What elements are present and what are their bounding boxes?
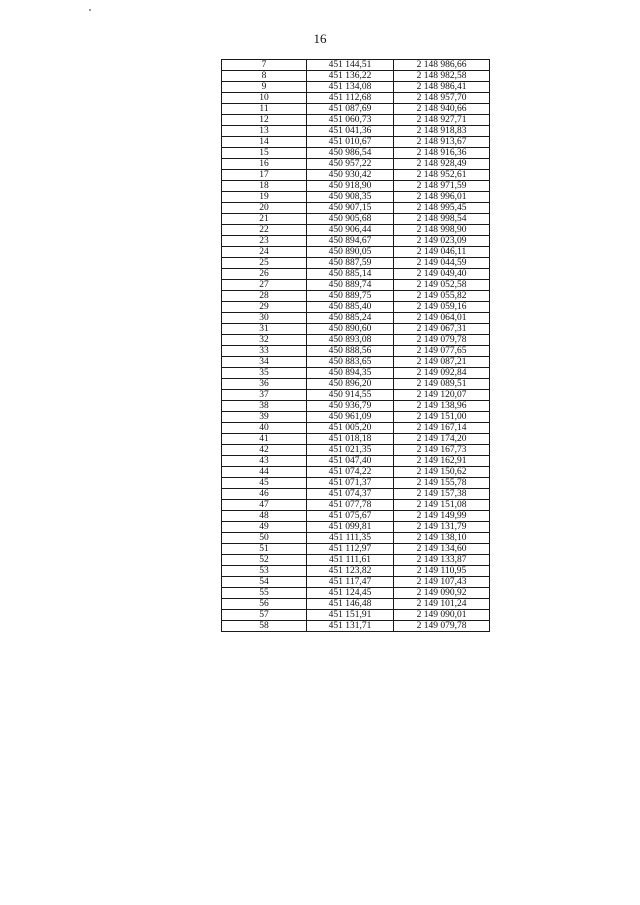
y-coordinate-cell: 2 149 133,87 — [394, 555, 490, 566]
point-number-cell: 58 — [222, 621, 307, 632]
x-coordinate-cell: 451 124,45 — [307, 588, 394, 599]
y-coordinate-cell: 2 149 092,84 — [394, 368, 490, 379]
x-coordinate-cell: 450 907,15 — [307, 203, 394, 214]
table-row — [222, 214, 490, 225]
y-coordinate-cell: 2 149 138,96 — [394, 401, 490, 412]
table-row — [222, 126, 490, 137]
table-row — [222, 82, 490, 93]
x-coordinate-cell: 451 075,67 — [307, 511, 394, 522]
x-coordinate-cell: 451 111,35 — [307, 533, 394, 544]
point-number-cell: 57 — [222, 610, 307, 621]
table-row — [222, 225, 490, 236]
page-number: 16 — [313, 31, 327, 46]
y-coordinate-cell: 2 149 049,40 — [394, 269, 490, 280]
x-coordinate-cell: 451 077,78 — [307, 500, 394, 511]
table-row — [222, 379, 490, 390]
y-coordinate-cell: 2 148 927,71 — [394, 115, 490, 126]
table-row — [222, 280, 490, 291]
table-row — [222, 71, 490, 82]
x-coordinate-cell: 450 894,35 — [307, 368, 394, 379]
y-coordinate-cell: 2 149 090,92 — [394, 588, 490, 599]
point-number-cell: 43 — [222, 456, 307, 467]
point-number-cell: 9 — [222, 82, 307, 93]
y-coordinate-cell: 2 149 157,38 — [394, 489, 490, 500]
x-coordinate-cell: 450 896,20 — [307, 379, 394, 390]
table-row — [222, 236, 490, 247]
point-number-cell: 55 — [222, 588, 307, 599]
point-number-cell: 12 — [222, 115, 307, 126]
point-number-cell: 24 — [222, 247, 307, 258]
table-row — [222, 489, 490, 500]
y-coordinate-cell: 2 148 928,49 — [394, 159, 490, 170]
x-coordinate-cell: 450 894,67 — [307, 236, 394, 247]
coordinates-table — [221, 59, 490, 632]
point-number-cell: 34 — [222, 357, 307, 368]
x-coordinate-cell: 450 906,44 — [307, 225, 394, 236]
point-number-cell: 31 — [222, 324, 307, 335]
x-coordinate-cell: 451 112,97 — [307, 544, 394, 555]
table-row — [222, 302, 490, 313]
x-coordinate-cell: 451 060,73 — [307, 115, 394, 126]
y-coordinate-cell: 2 149 079,78 — [394, 621, 490, 632]
table-row — [222, 60, 490, 71]
y-coordinate-cell: 2 149 167,73 — [394, 445, 490, 456]
x-coordinate-cell: 450 889,74 — [307, 280, 394, 291]
point-number-cell: 39 — [222, 412, 307, 423]
table-row — [222, 577, 490, 588]
table-row — [222, 269, 490, 280]
table-row — [222, 555, 490, 566]
point-number-cell: 37 — [222, 390, 307, 401]
x-coordinate-cell: 451 151,91 — [307, 610, 394, 621]
x-coordinate-cell: 451 071,37 — [307, 478, 394, 489]
point-number-cell: 41 — [222, 434, 307, 445]
y-coordinate-cell: 2 149 151,00 — [394, 412, 490, 423]
point-number-cell: 25 — [222, 258, 307, 269]
point-number-cell: 13 — [222, 126, 307, 137]
point-number-cell: 11 — [222, 104, 307, 115]
y-coordinate-cell: 2 148 940,66 — [394, 104, 490, 115]
y-coordinate-cell: 2 149 052,58 — [394, 280, 490, 291]
table-row — [222, 258, 490, 269]
y-coordinate-cell: 2 149 089,51 — [394, 379, 490, 390]
x-coordinate-cell: 451 112,68 — [307, 93, 394, 104]
table-row — [222, 291, 490, 302]
y-coordinate-cell: 2 149 101,24 — [394, 599, 490, 610]
y-coordinate-cell: 2 149 107,43 — [394, 577, 490, 588]
y-coordinate-cell: 2 148 982,58 — [394, 71, 490, 82]
y-coordinate-cell: 2 149 162,91 — [394, 456, 490, 467]
point-number-cell: 8 — [222, 71, 307, 82]
point-number-cell: 38 — [222, 401, 307, 412]
y-coordinate-cell: 2 148 952,61 — [394, 170, 490, 181]
y-coordinate-cell: 2 149 064,01 — [394, 313, 490, 324]
table-row — [222, 203, 490, 214]
point-number-cell: 19 — [222, 192, 307, 203]
y-coordinate-cell: 2 149 149,99 — [394, 511, 490, 522]
y-coordinate-cell: 2 149 023,09 — [394, 236, 490, 247]
y-coordinate-cell: 2 149 138,10 — [394, 533, 490, 544]
table-row — [222, 247, 490, 258]
x-coordinate-cell: 450 885,14 — [307, 269, 394, 280]
x-coordinate-cell: 451 005,20 — [307, 423, 394, 434]
x-coordinate-cell: 451 047,40 — [307, 456, 394, 467]
y-coordinate-cell: 2 149 087,21 — [394, 357, 490, 368]
y-coordinate-cell: 2 148 996,01 — [394, 192, 490, 203]
x-coordinate-cell: 451 018,18 — [307, 434, 394, 445]
table-row — [222, 456, 490, 467]
y-coordinate-cell: 2 148 986,66 — [394, 60, 490, 71]
coordinates-table-body — [222, 60, 490, 632]
table-row — [222, 522, 490, 533]
table-row — [222, 544, 490, 555]
y-coordinate-cell: 2 148 998,54 — [394, 214, 490, 225]
y-coordinate-cell: 2 148 998,90 — [394, 225, 490, 236]
y-coordinate-cell: 2 149 077,65 — [394, 346, 490, 357]
y-coordinate-cell: 2 149 110,95 — [394, 566, 490, 577]
x-coordinate-cell: 450 883,65 — [307, 357, 394, 368]
point-number-cell: 7 — [222, 60, 307, 71]
table-row — [222, 181, 490, 192]
point-number-cell: 20 — [222, 203, 307, 214]
x-coordinate-cell: 450 885,40 — [307, 302, 394, 313]
point-number-cell: 48 — [222, 511, 307, 522]
y-coordinate-cell: 2 149 044,59 — [394, 258, 490, 269]
table-row — [222, 511, 490, 522]
table-row — [222, 104, 490, 115]
table-row — [222, 588, 490, 599]
y-coordinate-cell: 2 149 131,79 — [394, 522, 490, 533]
y-coordinate-cell: 2 149 067,31 — [394, 324, 490, 335]
y-coordinate-cell: 2 148 957,70 — [394, 93, 490, 104]
point-number-cell: 28 — [222, 291, 307, 302]
table-row — [222, 412, 490, 423]
table-row — [222, 390, 490, 401]
point-number-cell: 47 — [222, 500, 307, 511]
y-coordinate-cell: 2 149 120,07 — [394, 390, 490, 401]
x-coordinate-cell: 451 074,22 — [307, 467, 394, 478]
x-coordinate-cell: 450 905,68 — [307, 214, 394, 225]
y-coordinate-cell: 2 149 150,62 — [394, 467, 490, 478]
point-number-cell: 32 — [222, 335, 307, 346]
y-coordinate-cell: 2 148 913,67 — [394, 137, 490, 148]
y-coordinate-cell: 2 148 916,36 — [394, 148, 490, 159]
x-coordinate-cell: 450 887,59 — [307, 258, 394, 269]
point-number-cell: 18 — [222, 181, 307, 192]
point-number-cell: 44 — [222, 467, 307, 478]
y-coordinate-cell: 2 148 971,59 — [394, 181, 490, 192]
point-number-cell: 26 — [222, 269, 307, 280]
point-number-cell: 33 — [222, 346, 307, 357]
x-coordinate-cell: 451 136,22 — [307, 71, 394, 82]
x-coordinate-cell: 451 134,08 — [307, 82, 394, 93]
scan-speck — [89, 9, 91, 11]
table-row — [222, 500, 490, 511]
table-row — [222, 478, 490, 489]
point-number-cell: 30 — [222, 313, 307, 324]
point-number-cell: 56 — [222, 599, 307, 610]
x-coordinate-cell: 451 021,35 — [307, 445, 394, 456]
x-coordinate-cell: 450 885,24 — [307, 313, 394, 324]
table-row — [222, 137, 490, 148]
x-coordinate-cell: 450 918,90 — [307, 181, 394, 192]
table-row — [222, 357, 490, 368]
x-coordinate-cell: 451 099,81 — [307, 522, 394, 533]
table-row — [222, 313, 490, 324]
point-number-cell: 51 — [222, 544, 307, 555]
x-coordinate-cell: 450 908,35 — [307, 192, 394, 203]
point-number-cell: 21 — [222, 214, 307, 225]
table-row — [222, 368, 490, 379]
point-number-cell: 49 — [222, 522, 307, 533]
table-row — [222, 335, 490, 346]
table-row — [222, 423, 490, 434]
x-coordinate-cell: 451 117,47 — [307, 577, 394, 588]
point-number-cell: 22 — [222, 225, 307, 236]
point-number-cell: 53 — [222, 566, 307, 577]
point-number-cell: 50 — [222, 533, 307, 544]
table-row — [222, 192, 490, 203]
x-coordinate-cell: 451 131,71 — [307, 621, 394, 632]
x-coordinate-cell: 451 111,61 — [307, 555, 394, 566]
y-coordinate-cell: 2 149 151,08 — [394, 500, 490, 511]
y-coordinate-cell: 2 148 995,45 — [394, 203, 490, 214]
x-coordinate-cell: 450 893,08 — [307, 335, 394, 346]
table-row — [222, 599, 490, 610]
x-coordinate-cell: 450 888,56 — [307, 346, 394, 357]
point-number-cell: 17 — [222, 170, 307, 181]
x-coordinate-cell: 451 010,67 — [307, 137, 394, 148]
x-coordinate-cell: 450 930,42 — [307, 170, 394, 181]
table-row — [222, 434, 490, 445]
y-coordinate-cell: 2 149 155,78 — [394, 478, 490, 489]
table-row — [222, 401, 490, 412]
point-number-cell: 29 — [222, 302, 307, 313]
table-row — [222, 170, 490, 181]
point-number-cell: 46 — [222, 489, 307, 500]
point-number-cell: 16 — [222, 159, 307, 170]
x-coordinate-cell: 450 986,54 — [307, 148, 394, 159]
table-row — [222, 324, 490, 335]
y-coordinate-cell: 2 149 055,82 — [394, 291, 490, 302]
point-number-cell: 52 — [222, 555, 307, 566]
x-coordinate-cell: 450 961,09 — [307, 412, 394, 423]
y-coordinate-cell: 2 149 167,14 — [394, 423, 490, 434]
table-row — [222, 533, 490, 544]
point-number-cell: 10 — [222, 93, 307, 104]
x-coordinate-cell: 450 914,55 — [307, 390, 394, 401]
x-coordinate-cell: 451 146,48 — [307, 599, 394, 610]
y-coordinate-cell: 2 149 134,60 — [394, 544, 490, 555]
table-row — [222, 566, 490, 577]
point-number-cell: 14 — [222, 137, 307, 148]
x-coordinate-cell: 450 890,05 — [307, 247, 394, 258]
x-coordinate-cell: 451 074,37 — [307, 489, 394, 500]
x-coordinate-cell: 451 041,36 — [307, 126, 394, 137]
table-row — [222, 610, 490, 621]
table-row — [222, 467, 490, 478]
table-row — [222, 115, 490, 126]
point-number-cell: 54 — [222, 577, 307, 588]
point-number-cell: 27 — [222, 280, 307, 291]
y-coordinate-cell: 2 149 079,78 — [394, 335, 490, 346]
point-number-cell: 35 — [222, 368, 307, 379]
point-number-cell: 42 — [222, 445, 307, 456]
point-number-cell: 15 — [222, 148, 307, 159]
x-coordinate-cell: 450 936,79 — [307, 401, 394, 412]
x-coordinate-cell: 450 957,22 — [307, 159, 394, 170]
point-number-cell: 45 — [222, 478, 307, 489]
y-coordinate-cell: 2 148 918,83 — [394, 126, 490, 137]
x-coordinate-cell: 451 087,69 — [307, 104, 394, 115]
point-number-cell: 36 — [222, 379, 307, 390]
point-number-cell: 23 — [222, 236, 307, 247]
table-row — [222, 445, 490, 456]
y-coordinate-cell: 2 149 090,01 — [394, 610, 490, 621]
y-coordinate-cell: 2 149 046,11 — [394, 247, 490, 258]
table-row — [222, 621, 490, 632]
x-coordinate-cell: 451 144,51 — [307, 60, 394, 71]
table-row — [222, 346, 490, 357]
point-number-cell: 40 — [222, 423, 307, 434]
y-coordinate-cell: 2 149 059,16 — [394, 302, 490, 313]
y-coordinate-cell: 2 149 174,20 — [394, 434, 490, 445]
table-row — [222, 148, 490, 159]
x-coordinate-cell: 450 889,75 — [307, 291, 394, 302]
x-coordinate-cell: 451 123,82 — [307, 566, 394, 577]
y-coordinate-cell: 2 148 986,41 — [394, 82, 490, 93]
x-coordinate-cell: 450 890,60 — [307, 324, 394, 335]
table-row — [222, 159, 490, 170]
table-row — [222, 93, 490, 104]
